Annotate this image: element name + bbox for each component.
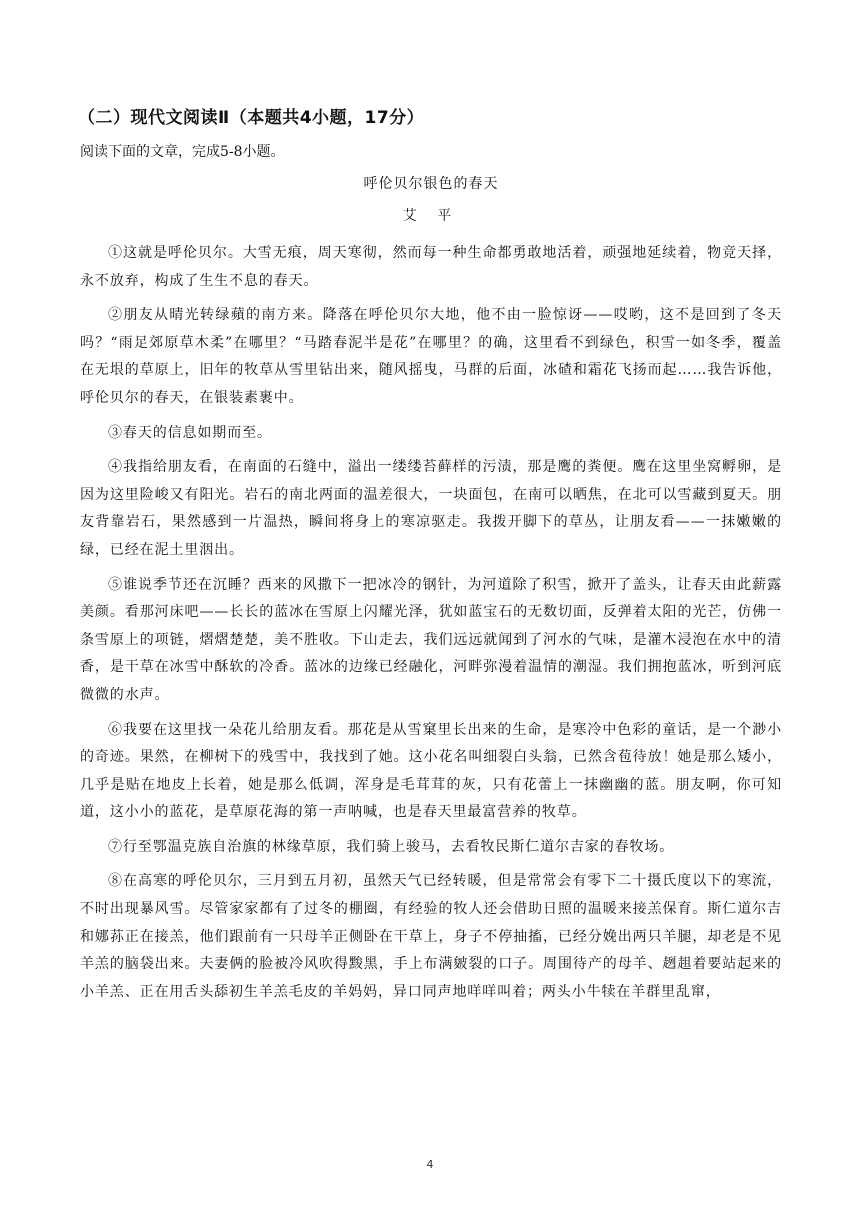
article-title: 呼伦贝尔银色的春天 [363, 176, 499, 192]
instruction-text: 阅读下面的文章，完成5-8小题。 [80, 144, 285, 160]
paragraph-8: ⑧在高寒的呼伦贝尔，三月到五月初，虽然天气已经转暖，但是常常会有零下二十摄氏度以下的寒流，不时出现暴风雪。尽管家家都有了过冬的棚圈，有经验的牧人还会借助日照的温暖来接羔保育。斯仁道尔吉和娜荪正在接羔，他们跟前有一只母羊正侧卧在干草上，身子不停抽搐，已经分娩出两只羊腿，却老是不见羊羔的脑袋出来。夫妻俩的脸被冷风吹得黢黑，手上布满皴裂的口子。周围待产的母羊、趔趄着要站起来的小羊羔、正在用舌头舔初生羊羔毛皮的羊妈妈，异口同声地咩咩叫着；两头小牛犊在羊群里乱窜， [80, 873, 782, 1000]
paragraph-5: ⑤谁说季节还在沉睡？西来的风撒下一把冰冷的钢针，为河道除了积雪，掀开了盖头，让春天由此薪露美颜。看那河床吧——长长的蓝冰在雪原上闪耀光泽，犹如蓝宝石的无数切面，反弹着太阳的光芒，仿佛一条雪原上的项链，熠熠楚楚，美不胜收。下山走去，我们远远就闻到了河水的气味，是灌木浸泡在水中的清香，是干草在冰雪中酥软的冷香。蓝冰的边缘已经融化，河畔弥漫着温情的潮湿。我们拥抱蓝冰，听到河底微微的水声。 [80, 576, 782, 703]
paragraph-4: ④我指给朋友看，在南面的石缝中，溢出一缕缕苔藓样的污渍，那是鹰的粪便。鹰在这里坐窝孵卵，是因为这里险峻又有阳光。岩石的南北两面的温差很大，一块面包，在南可以晒焦，在北可以雪藏到夏天。朋友背靠岩石，果然感到一片温热，瞬间将身上的寒凉驱走。我拨开脚下的草丛，让朋友看——一抹嫩嫩的绿，已经在泥土里洇出。 [80, 459, 782, 558]
article-author: 艾 平 [402, 208, 460, 224]
section-title: （二）现代文阅读Ⅱ（本题共4小题，17分） [78, 108, 425, 128]
page-number: 4 [426, 1158, 434, 1171]
paragraph-7: ⑦行至鄂温克族自治旗的林缘草原，我们骑上骏马，去看牧民斯仁道尔吉家的春牧场。 [108, 838, 675, 855]
document-page [80, 106, 782, 1013]
paragraph-3: ③春天的信息如期而至。 [108, 424, 272, 441]
paragraph-1: ①这就是呼伦贝尔。大雪无痕，周天寒彻，然而每一种生命都勇敢地活着，顽强地延续着，物竞天择，永不放弃，构成了生生不息的春天。 [80, 245, 782, 289]
paragraph-2: ②朋友从晴光转绿蘋的南方来。降落在呼伦贝尔大地，他不由一脸惊讶——哎哟，这不是回到了冬天吗？“雨足郊原草木柔”在哪里？“马踏春泥半是花”在哪里？的确，这里看不到绿色，积雪一如冬季，覆盖在无垠的草原上，旧年的牧草从雪里钻出来，随风摇曳，马群的后面，冰碴和霜花飞扬而起……我告诉他，呼伦贝尔的春天，在银装素裹中。 [80, 307, 782, 406]
paragraph-6: ⑥我要在这里找一朵花儿给朋友看。那花是从雪窠里长出来的生命，是寒冷中色彩的童话，是一个渺小的奇迹。果然，在柳树下的残雪中，我找到了她。这小花名叫细裂白头翁，已然含苞待放！她是那么矮小，几乎是贴在地皮上长着，她是那么低调，浑身是毛茸茸的灰，只有花蕾上一抹幽幽的蓝。朋友啊，你可知道，这小小的蓝花，是草原花海的第一声呐喊，也是春天里最富营养的牧草。 [80, 721, 782, 821]
